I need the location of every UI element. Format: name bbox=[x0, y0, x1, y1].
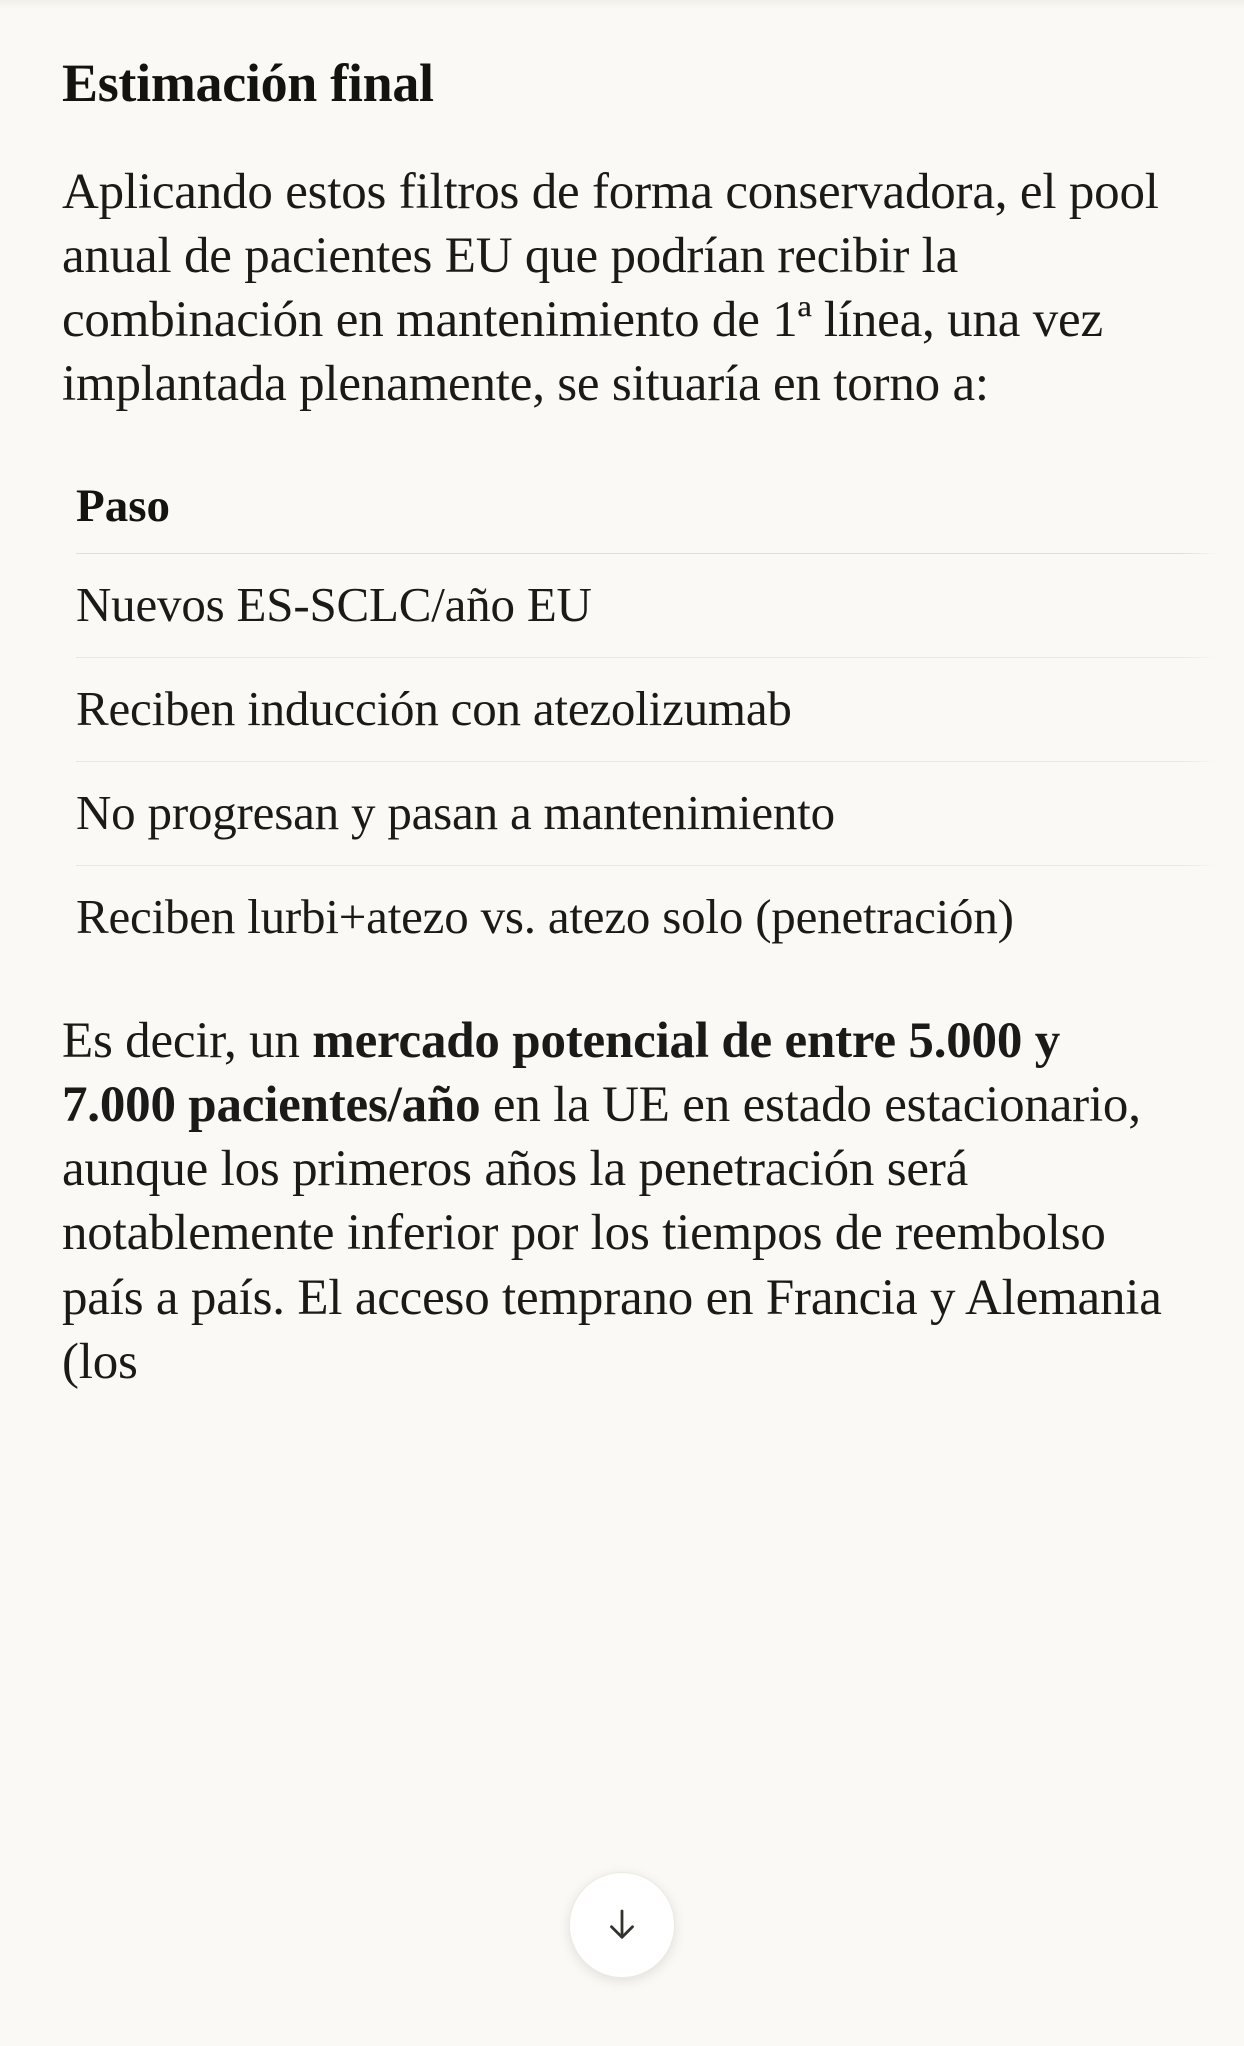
table-row bbox=[76, 761, 1228, 865]
column-header-paso: Paso bbox=[76, 461, 1228, 554]
page-title: Estimación final bbox=[62, 53, 434, 113]
top-edge-shadow bbox=[0, 0, 1244, 10]
closing-paragraph bbox=[62, 1009, 1184, 1395]
table-row bbox=[76, 657, 1228, 761]
table-cell-step: Nuevos ES-SCLC/año EU bbox=[76, 553, 1228, 657]
table-row bbox=[76, 553, 1228, 657]
table-row bbox=[76, 865, 1228, 969]
estimation-table bbox=[76, 461, 1228, 969]
intro-paragraph: Aplicando estos filtros de forma conservadora, el pool anual de pacientes EU que podrían recibir la combinación en mantenimiento de 1ª línea, una vez implantada plenamente, se situaría en torno a: bbox=[62, 163, 1159, 413]
table-scroll-container[interactable] bbox=[48, 461, 1228, 969]
closing-highlight: mercado potencial de entre 5.000 y 7.000 pacientes bbox=[62, 1012, 1060, 1133]
table-header-row bbox=[76, 461, 1228, 554]
table-cell-step: Reciben inducción con atezolizumab bbox=[76, 657, 1228, 761]
table-cell-step: Reciben lurbi+atezo vs. atezo solo (penetración) bbox=[76, 888, 1014, 944]
closing-rest: en la UE en estado estacionario, aunque los primeros años la penetración será notablemente inferior por los tiempos de reembolso país a país. El acceso temprano en Francia y Alemania (los bbox=[62, 1076, 1162, 1390]
scroll-to-bottom-button[interactable] bbox=[569, 1872, 675, 1978]
closing-lead: Es decir, un bbox=[62, 1012, 313, 1069]
arrow-down-icon bbox=[601, 1904, 643, 1946]
closing-highlight-tail: /año bbox=[387, 1076, 481, 1133]
table-cell-step: No progresan y pasan a mantenimiento bbox=[76, 761, 1228, 865]
